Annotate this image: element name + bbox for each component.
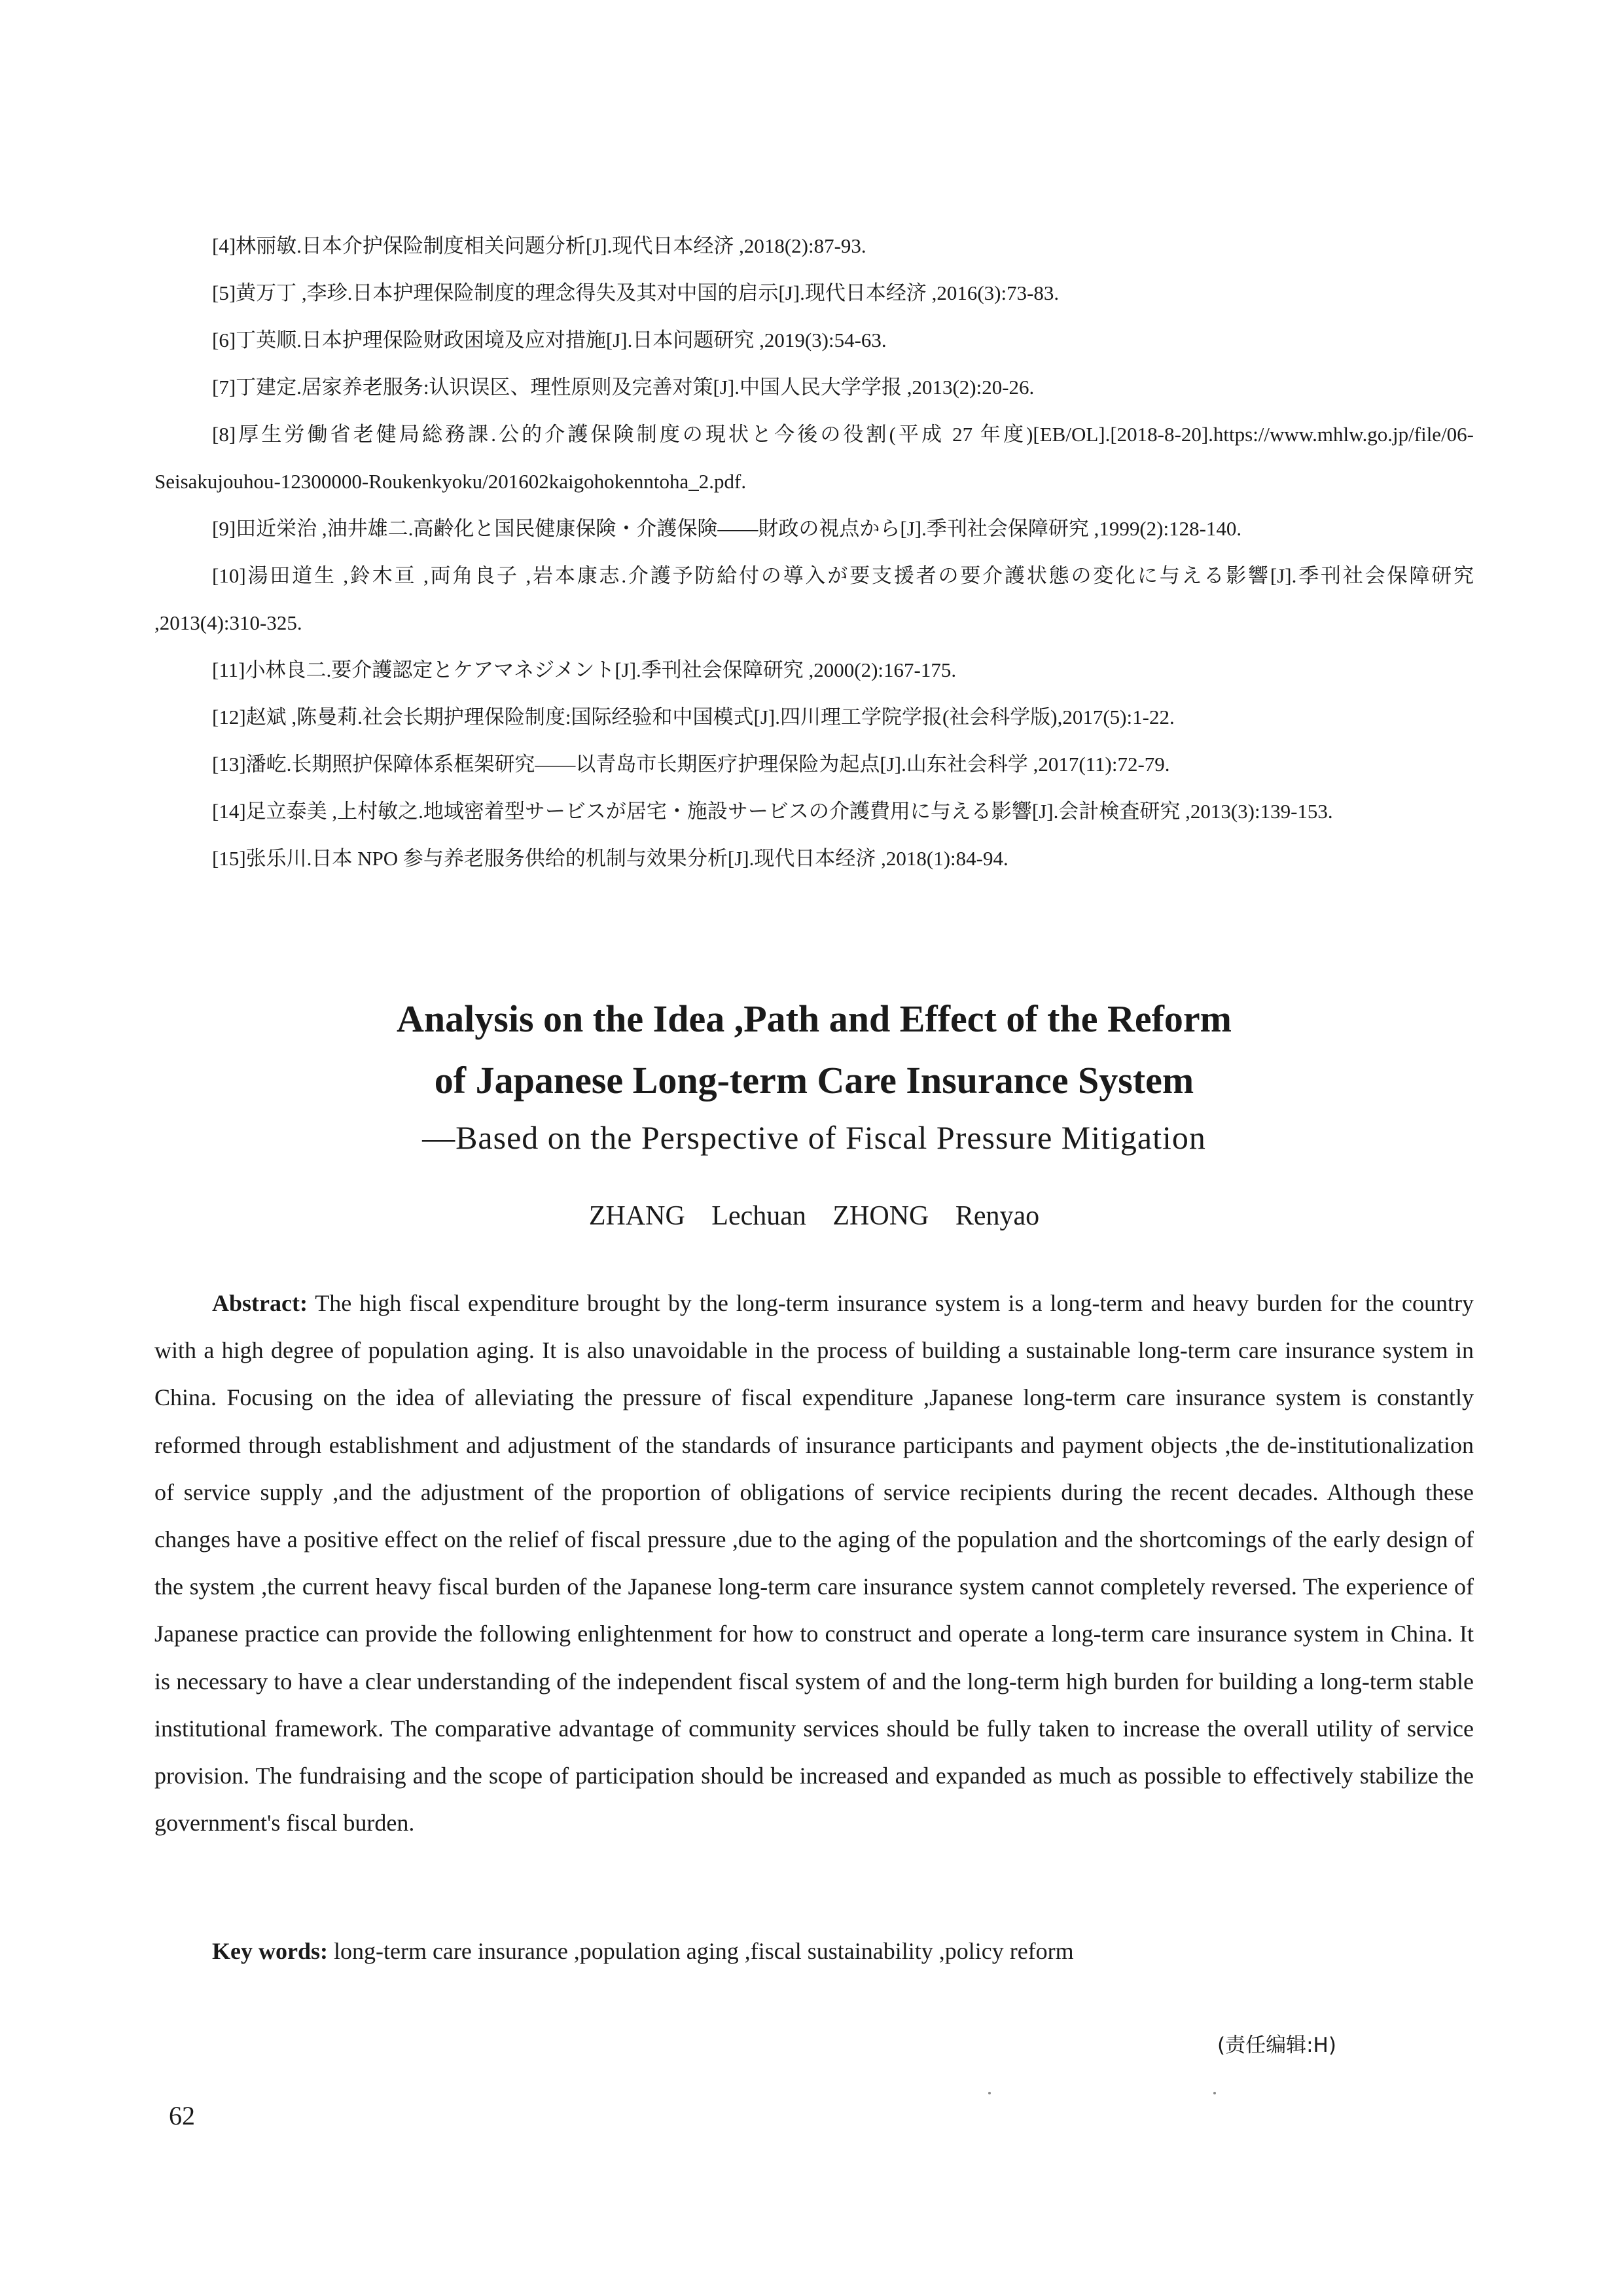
abstract-text: The high fiscal expenditure brought by the long-term insurance system is a long-term and heavy burden for the country with a high degree of population aging. It is also unavoidable in the process of building a sustainable long-term care insurance system in China. Focusing on the idea of alleviating the pressure of fiscal expenditure ,Japanese long-term care insurance system is constantly reformed through establishment and adjustment of the standards of insurance participants and payment objects ,the de-institutionalization of service supply ,and the adjustment of the proportion of obligations of service recipients during the recent decades. Although these changes have a positive effect on the relief of fiscal pressure ,due to the aging of the population and the shortcomings of the early design of the system ,the current heavy fiscal burden of the Japanese long-term care insurance system cannot completely reversed. The experience of Japanese practice can provide the following enlightenment for how to construct and operate a long-term care insurance system in China. It is necessary to have a clear understanding of the independent fiscal system of and the long-term high burden for building a long-term stable institutional framework. The comparative advantage of community services should be fully taken to increase the overall utility of service provision. The fundraising and the scope of participation should be increased and expanded as much as possible to effectively stabilize the government's fiscal burden. bbox=[154, 1290, 1474, 1837]
reference-item: [14]足立泰美 ,上村敏之.地域密着型サービスが居宅・施設サービスの介護費用に与える影響[J].会計検査研究 ,2013(3):139-153. bbox=[212, 800, 1333, 823]
reference-item: [13]潘屹.长期照护保障体系框架研究——以青岛市长期医疗护理保险为起点[J].山东社会科学 ,2017(11):72-79. bbox=[212, 753, 1170, 776]
reference-item: [8]厚生労働省老健局総務課.公的介護保険制度の現状と今後の役割(平成 27 年度)[EB/OL].[2018-8-20].https://www.mhlw.go.jp/file/06-Seisakujouhou-12300000-Roukenkyoku/201602kaigohokenntoha_2.pdf. bbox=[154, 423, 1474, 493]
english-subtitle: —Based on the Perspective of Fiscal Pressure Mitigation bbox=[422, 1119, 1206, 1156]
reference-item: [15]张乐川.日本 NPO 参与养老服务供给的机制与效果分析[J].现代日本经济 ,2018(1):84-94. bbox=[212, 847, 1008, 870]
page-number: 62 bbox=[169, 2101, 195, 2130]
english-title-block bbox=[154, 988, 1474, 1236]
abstract-label: Abstract: bbox=[212, 1290, 308, 1316]
reference-item: [6]丁英顺.日本护理保险财政困境及应对措施[J].日本问题研究 ,2019(3):54-63. bbox=[212, 329, 887, 351]
reference-item: [10]湯田道生 ,鈴木亘 ,両角良子 ,岩本康志.介護予防給付の導入が要支援者の要介護状態の変化に与える影響[J].季刊社会保障研究 ,2013(4):310-325. bbox=[154, 564, 1474, 634]
keywords-label: Key words: bbox=[212, 1938, 328, 1964]
abstract bbox=[154, 1280, 1474, 1846]
reference-item: [4]林丽敏.日本介护保险制度相关问题分析[J].现代日本经济 ,2018(2):87-93. bbox=[212, 234, 866, 257]
english-title-line-1: Analysis on the Idea ,Path and Effect of the Reform bbox=[397, 997, 1232, 1040]
reference-list bbox=[154, 223, 1474, 882]
authors: ZHANG Lechuan ZHONG Renyao bbox=[588, 1201, 1040, 1231]
reference-item: [7]丁建定.居家养老服务:认识误区、理性原则及完善对策[J].中国人民大学学报 ,2013(2):20-26. bbox=[212, 376, 1035, 399]
keywords bbox=[154, 1928, 1474, 1975]
reference-item: [9]田近栄治 ,油井雄二.高齢化と国民健康保険・介護保険——財政の視点から[J].季刊社会保障研究 ,1999(2):128-140. bbox=[212, 517, 1242, 540]
scan-speck bbox=[988, 2092, 991, 2094]
english-title-line-2: of Japanese Long-term Care Insurance System bbox=[434, 1059, 1194, 1102]
keywords-text: long-term care insurance ,population aging ,fiscal sustainability ,policy reform bbox=[327, 1938, 1074, 1964]
reference-item: [5]黄万丁 ,李珍.日本护理保险制度的理念得失及其对中国的启示[J].现代日本经济 ,2016(3):73-83. bbox=[212, 281, 1060, 304]
reference-item: [12]赵斌 ,陈曼莉.社会长期护理保险制度:国际经验和中国模式[J].四川理工学院学报(社会科学版),2017(5):1-22. bbox=[212, 706, 1175, 728]
scan-speck bbox=[1213, 2092, 1216, 2094]
editor-note: (责任编辑:H) bbox=[1217, 2034, 1336, 2057]
reference-item: [11]小林良二.要介護認定とケアマネジメント[J].季刊社会保障研究 ,2000(2):167-175. bbox=[212, 658, 957, 681]
